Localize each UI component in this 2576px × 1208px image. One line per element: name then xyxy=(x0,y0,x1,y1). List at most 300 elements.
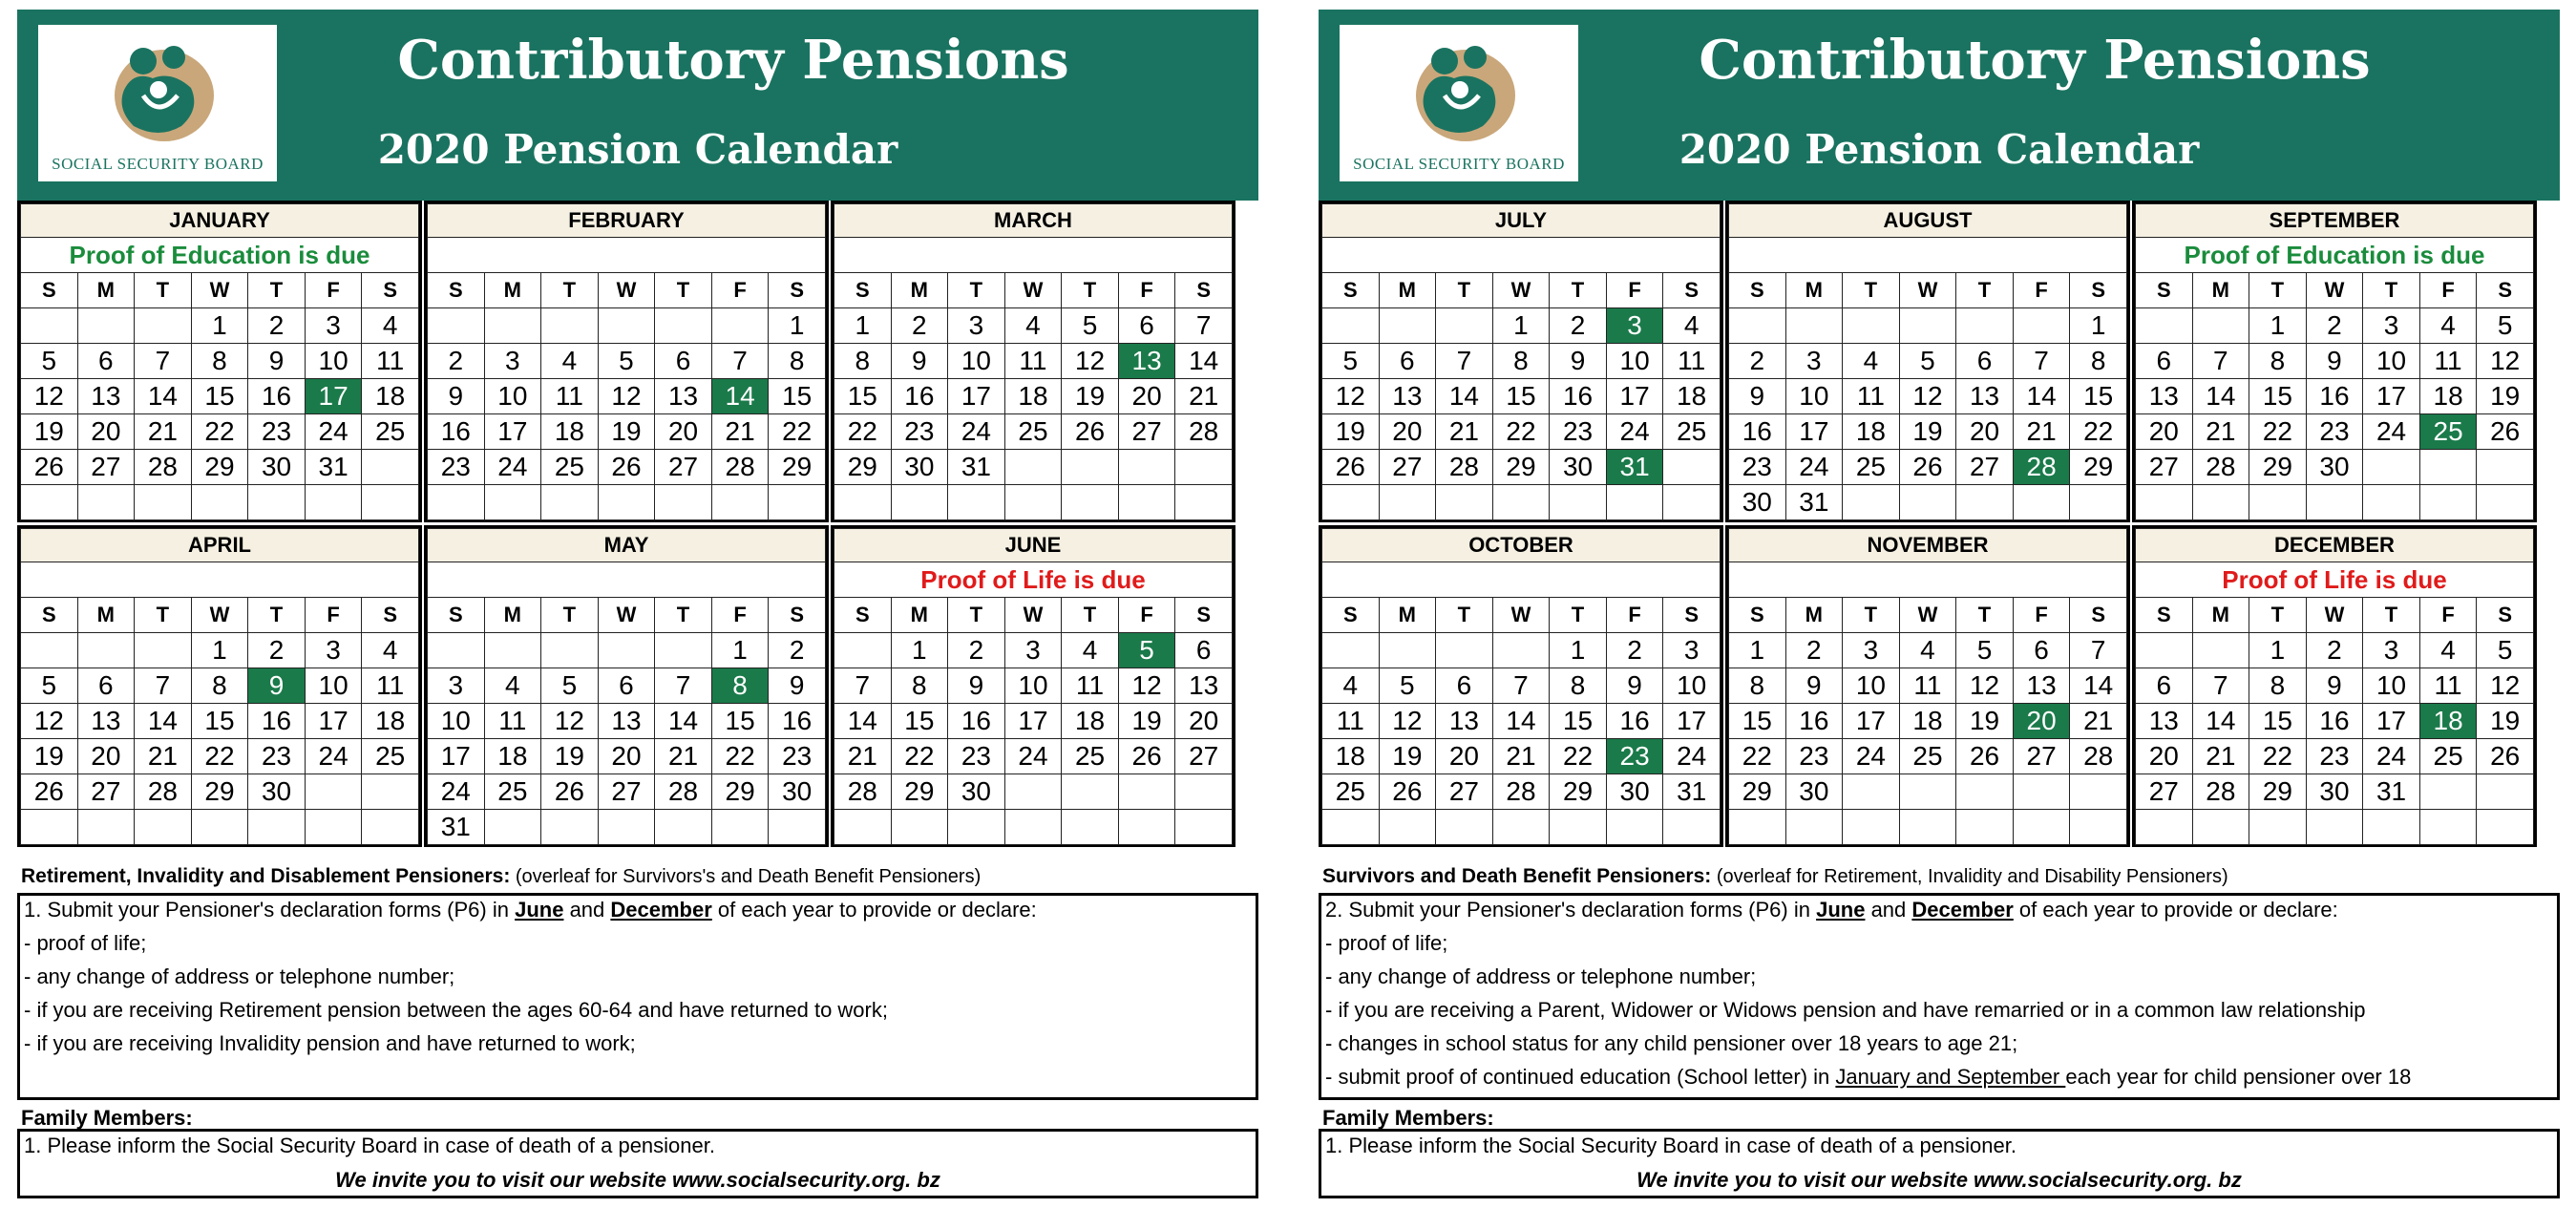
calendar-day: 13 xyxy=(598,704,655,739)
calendar-day: 16 xyxy=(2306,704,2363,739)
instruction-line: - if you are receiving Retirement pension between the ages 60-64 and have returned to work; xyxy=(24,998,888,1022)
calendar-day: 15 xyxy=(1550,704,1607,739)
weekday-header: T xyxy=(655,598,712,633)
month-name: MAY xyxy=(428,529,826,562)
empty-day xyxy=(1062,450,1119,485)
weekday-header: S xyxy=(2070,273,2127,308)
calendar-day: 25 xyxy=(484,774,541,810)
calendar-day: 25 xyxy=(1322,774,1380,810)
empty-day xyxy=(1118,774,1175,810)
calendar-day: 11 xyxy=(2419,668,2477,704)
calendar-day: 27 xyxy=(2013,739,2070,774)
empty-day xyxy=(1663,450,1721,485)
page-title: Contributory Pensions xyxy=(1699,29,2371,92)
calendar-day: 11 xyxy=(1843,379,1900,414)
calendar-day: 26 xyxy=(1322,450,1380,485)
page-subtitle: 2020 Pension Calendar xyxy=(1679,126,2200,173)
weekday-header: W xyxy=(1492,273,1550,308)
calendar-day: 30 xyxy=(248,450,306,485)
payment-day: 25 xyxy=(2419,414,2477,450)
calendar-panel-jul-dec xyxy=(1319,10,2560,1198)
calendar-day: 3 xyxy=(1785,344,1843,379)
empty-day xyxy=(711,485,769,520)
empty-day xyxy=(1004,810,1062,845)
empty-day xyxy=(1956,774,2014,810)
empty-day xyxy=(1843,308,1900,344)
calendar-day: 13 xyxy=(77,704,135,739)
empty-day xyxy=(2419,485,2477,520)
calendar-day: 7 xyxy=(1436,344,1493,379)
calendar-day: 1 xyxy=(2249,308,2307,344)
payment-day: 18 xyxy=(2419,704,2477,739)
calendar-day: 16 xyxy=(1606,704,1663,739)
payment-day: 8 xyxy=(711,668,769,704)
calendar-day: 26 xyxy=(1118,739,1175,774)
calendar-day: 9 xyxy=(1729,379,1786,414)
calendar-day: 23 xyxy=(2306,414,2363,450)
calendar-day: 9 xyxy=(769,668,826,704)
calendar-day: 1 xyxy=(191,633,248,668)
calendar-day: 26 xyxy=(1956,739,2014,774)
empty-day xyxy=(1899,810,1956,845)
month-december xyxy=(2132,525,2537,847)
empty-day xyxy=(2249,485,2307,520)
website-line: We invite you to visit our website www.socialsecurity.org. bz xyxy=(1636,1168,2242,1192)
weekday-header: M xyxy=(891,273,948,308)
calendar-day: 3 xyxy=(305,633,362,668)
calendar-day: 14 xyxy=(1436,379,1493,414)
instruction-line: - proof of life; xyxy=(24,931,147,955)
empty-day xyxy=(362,810,419,845)
calendar-day: 1 xyxy=(1729,633,1786,668)
month-name: JANUARY xyxy=(21,204,419,238)
weekday-header: F xyxy=(305,598,362,633)
weekday-header: T xyxy=(1550,273,1607,308)
calendar-day: 1 xyxy=(2249,633,2307,668)
calendar-day: 20 xyxy=(77,414,135,450)
empty-day xyxy=(1550,485,1607,520)
empty-day xyxy=(135,633,192,668)
empty-day xyxy=(21,633,78,668)
empty-day xyxy=(1175,485,1233,520)
empty-day xyxy=(1843,485,1900,520)
weekday-header: M xyxy=(1785,598,1843,633)
weekday-header: S xyxy=(2477,598,2534,633)
calendar-day: 17 xyxy=(1843,704,1900,739)
empty-day xyxy=(362,485,419,520)
empty-day xyxy=(1956,810,2014,845)
empty-day xyxy=(21,485,78,520)
calendar-day: 4 xyxy=(362,633,419,668)
instruction-line: 1. Submit your Pensioner's declaration forms (P6) in June and December of each year to provide or declare: xyxy=(24,898,1037,922)
weekday-header: F xyxy=(711,598,769,633)
calendar-day: 16 xyxy=(891,379,948,414)
calendar-day: 19 xyxy=(2477,379,2534,414)
weekday-header: W xyxy=(1004,273,1062,308)
empty-day xyxy=(1436,485,1493,520)
empty-day xyxy=(21,308,78,344)
calendar-day: 28 xyxy=(135,774,192,810)
calendar-day: 27 xyxy=(1436,774,1493,810)
calendar-day: 21 xyxy=(2013,414,2070,450)
empty-day xyxy=(598,633,655,668)
heading-note: (overleaf for Survivors's and Death Benefit Pensioners) xyxy=(510,866,982,887)
weekday-header: F xyxy=(305,273,362,308)
calendar-day: 14 xyxy=(1175,344,1233,379)
calendar-day: 15 xyxy=(891,704,948,739)
empty-day xyxy=(2070,810,2127,845)
calendar-day: 28 xyxy=(655,774,712,810)
empty-day xyxy=(2477,810,2534,845)
empty-day xyxy=(1436,810,1493,845)
instruction-line: 2. Submit your Pensioner's declaration forms (P6) in June and December of each year to provide or declare: xyxy=(1325,898,2338,922)
calendar-day: 2 xyxy=(248,308,306,344)
empty-day xyxy=(2363,810,2420,845)
due-note: Proof of Life is due xyxy=(834,562,1233,598)
calendar-day: 29 xyxy=(891,774,948,810)
calendar-day: 6 xyxy=(2136,668,2193,704)
calendar-day: 19 xyxy=(2477,704,2534,739)
empty-day xyxy=(1899,485,1956,520)
empty-day xyxy=(2013,810,2070,845)
empty-day xyxy=(948,485,1005,520)
calendar-day: 14 xyxy=(135,704,192,739)
calendar-day: 5 xyxy=(21,344,78,379)
calendar-day: 5 xyxy=(21,668,78,704)
weekday-header: W xyxy=(1899,598,1956,633)
calendar-day: 23 xyxy=(428,450,485,485)
calendar-day: 21 xyxy=(135,739,192,774)
weekday-header: T xyxy=(948,598,1005,633)
calendar-day: 23 xyxy=(248,739,306,774)
calendar-day: 7 xyxy=(711,344,769,379)
due-note: Proof of Education is due xyxy=(2136,238,2534,273)
calendar-day: 11 xyxy=(1663,344,1721,379)
weekday-header: S xyxy=(2136,273,2193,308)
calendar-day: 6 xyxy=(598,668,655,704)
calendar-day: 1 xyxy=(191,308,248,344)
calendar-day: 23 xyxy=(1785,739,1843,774)
empty-day xyxy=(1436,308,1493,344)
calendar-day: 12 xyxy=(2477,344,2534,379)
empty-day xyxy=(2192,633,2249,668)
empty-day xyxy=(1550,810,1607,845)
empty-day xyxy=(305,810,362,845)
calendar-day: 15 xyxy=(834,379,892,414)
empty-day xyxy=(1436,633,1493,668)
weekday-header: W xyxy=(598,598,655,633)
weekday-header: W xyxy=(1899,273,1956,308)
month-name: NOVEMBER xyxy=(1729,529,2127,562)
calendar-day: 12 xyxy=(1379,704,1436,739)
calendar-day: 4 xyxy=(1004,308,1062,344)
calendar-day: 16 xyxy=(1729,414,1786,450)
calendar-day: 18 xyxy=(1004,379,1062,414)
calendar-day: 10 xyxy=(1606,344,1663,379)
empty-day xyxy=(362,774,419,810)
calendar-day: 6 xyxy=(1956,344,2014,379)
calendar-day: 4 xyxy=(484,668,541,704)
due-note xyxy=(1729,238,2127,273)
calendar-day: 12 xyxy=(598,379,655,414)
empty-day xyxy=(541,810,599,845)
calendar-day: 19 xyxy=(21,414,78,450)
empty-day xyxy=(1899,308,1956,344)
empty-day xyxy=(2477,774,2534,810)
calendar-day: 26 xyxy=(1899,450,1956,485)
calendar-day: 7 xyxy=(135,668,192,704)
calendar-day: 22 xyxy=(891,739,948,774)
pensioner-category-heading xyxy=(21,865,981,888)
empty-day xyxy=(1175,810,1233,845)
calendar-day: 17 xyxy=(1785,414,1843,450)
empty-day xyxy=(135,810,192,845)
empty-day xyxy=(484,810,541,845)
calendar-grid xyxy=(17,201,1258,857)
empty-day xyxy=(248,485,306,520)
due-note: Proof of Life is due xyxy=(2136,562,2534,598)
weekday-header: T xyxy=(135,598,192,633)
calendar-day: 24 xyxy=(2363,414,2420,450)
due-note xyxy=(428,238,826,273)
calendar-day: 13 xyxy=(2136,379,2193,414)
weekday-header: T xyxy=(1956,273,2014,308)
calendar-day: 15 xyxy=(1492,379,1550,414)
calendar-day: 19 xyxy=(541,739,599,774)
calendar-day: 25 xyxy=(2419,739,2477,774)
calendar-day: 30 xyxy=(2306,450,2363,485)
calendar-day: 31 xyxy=(1663,774,1721,810)
calendar-day: 22 xyxy=(2249,414,2307,450)
calendar-day: 8 xyxy=(834,344,892,379)
month-name: OCTOBER xyxy=(1322,529,1721,562)
empty-day xyxy=(1004,774,1062,810)
page-subtitle: 2020 Pension Calendar xyxy=(377,126,898,173)
weekday-header: F xyxy=(2013,598,2070,633)
calendar-day: 19 xyxy=(1062,379,1119,414)
calendar-day: 8 xyxy=(891,668,948,704)
calendar-day: 25 xyxy=(362,414,419,450)
due-note xyxy=(834,238,1233,273)
weekday-header: S xyxy=(769,598,826,633)
calendar-day: 25 xyxy=(1899,739,1956,774)
family-members-label: Family Members: xyxy=(1322,1106,1494,1130)
calendar-day: 28 xyxy=(1175,414,1233,450)
empty-day xyxy=(2192,308,2249,344)
empty-day xyxy=(769,810,826,845)
weekday-header: F xyxy=(2419,598,2477,633)
calendar-day: 21 xyxy=(2192,739,2249,774)
calendar-day: 17 xyxy=(2363,704,2420,739)
calendar-day: 18 xyxy=(1663,379,1721,414)
family-instruction: 1. Please inform the Social Security Board in case of death of a pensioner. xyxy=(1325,1134,2016,1157)
calendar-day: 8 xyxy=(2249,344,2307,379)
calendar-day: 30 xyxy=(1606,774,1663,810)
empty-day xyxy=(1379,308,1436,344)
calendar-day: 8 xyxy=(1729,668,1786,704)
empty-day xyxy=(2192,485,2249,520)
weekday-header: S xyxy=(21,273,78,308)
calendar-day: 23 xyxy=(891,414,948,450)
calendar-day: 31 xyxy=(305,450,362,485)
calendar-day: 10 xyxy=(2363,344,2420,379)
calendar-day: 22 xyxy=(191,739,248,774)
calendar-day: 31 xyxy=(2363,774,2420,810)
payment-day: 28 xyxy=(2013,450,2070,485)
calendar-day: 16 xyxy=(1785,704,1843,739)
weekday-header: T xyxy=(1436,273,1493,308)
calendar-day: 2 xyxy=(1550,308,1607,344)
weekday-header: S xyxy=(2477,273,2534,308)
empty-day xyxy=(362,450,419,485)
weekday-header: F xyxy=(1118,598,1175,633)
empty-day xyxy=(2192,810,2249,845)
logo xyxy=(1340,25,1578,181)
family-members-box xyxy=(17,1129,1258,1198)
calendar-day: 29 xyxy=(2249,774,2307,810)
calendar-day: 5 xyxy=(1899,344,1956,379)
calendar-day: 22 xyxy=(191,414,248,450)
empty-day xyxy=(1062,774,1119,810)
calendar-day: 13 xyxy=(1175,668,1233,704)
calendar-day: 14 xyxy=(834,704,892,739)
calendar-day: 9 xyxy=(1550,344,1607,379)
empty-day xyxy=(711,308,769,344)
calendar-day: 13 xyxy=(2013,668,2070,704)
calendar-day: 5 xyxy=(598,344,655,379)
calendar-day: 3 xyxy=(2363,633,2420,668)
calendar-day: 21 xyxy=(1492,739,1550,774)
calendar-day: 12 xyxy=(1322,379,1380,414)
weekday-header: M xyxy=(891,598,948,633)
calendar-day: 30 xyxy=(1785,774,1843,810)
empty-day xyxy=(541,633,599,668)
weekday-header: S xyxy=(428,273,485,308)
empty-day xyxy=(77,308,135,344)
calendar-day: 3 xyxy=(948,308,1005,344)
month-september xyxy=(2132,201,2537,522)
empty-day xyxy=(1379,633,1436,668)
calendar-day: 19 xyxy=(1956,704,2014,739)
calendar-day: 13 xyxy=(655,379,712,414)
empty-day xyxy=(1175,450,1233,485)
empty-day xyxy=(655,633,712,668)
calendar-day: 3 xyxy=(1004,633,1062,668)
calendar-day: 7 xyxy=(834,668,892,704)
calendar-day: 3 xyxy=(484,344,541,379)
weekday-header: M xyxy=(484,273,541,308)
calendar-day: 31 xyxy=(1785,485,1843,520)
calendar-day: 30 xyxy=(2306,774,2363,810)
calendar-day: 26 xyxy=(598,450,655,485)
calendar-day: 11 xyxy=(541,379,599,414)
calendar-day: 3 xyxy=(2363,308,2420,344)
calendar-day: 8 xyxy=(2070,344,2127,379)
weekday-header: T xyxy=(2249,273,2307,308)
heading-note: (overleaf for Retirement, Invalidity and Disability Pensioners) xyxy=(1711,866,2228,887)
weekday-header: S xyxy=(362,598,419,633)
payment-day: 20 xyxy=(2013,704,2070,739)
weekday-header: T xyxy=(135,273,192,308)
month-november xyxy=(1725,525,2130,847)
empty-day xyxy=(2013,485,2070,520)
calendar-day: 18 xyxy=(362,379,419,414)
empty-day xyxy=(1785,810,1843,845)
calendar-day: 17 xyxy=(1663,704,1721,739)
calendar-day: 30 xyxy=(769,774,826,810)
empty-day xyxy=(834,633,892,668)
calendar-day: 16 xyxy=(248,379,306,414)
calendar-day: 7 xyxy=(2192,344,2249,379)
calendar-day: 18 xyxy=(1322,739,1380,774)
calendar-day: 20 xyxy=(1379,414,1436,450)
calendar-day: 7 xyxy=(655,668,712,704)
empty-day xyxy=(655,308,712,344)
calendar-day: 21 xyxy=(655,739,712,774)
calendar-day: 10 xyxy=(1004,668,1062,704)
calendar-day: 16 xyxy=(769,704,826,739)
calendar-day: 15 xyxy=(191,704,248,739)
empty-day xyxy=(2136,810,2193,845)
weekday-header: S xyxy=(1663,598,1721,633)
month-june xyxy=(831,525,1235,847)
calendar-day: 11 xyxy=(2419,344,2477,379)
calendar-day: 22 xyxy=(769,414,826,450)
calendar-day: 24 xyxy=(1843,739,1900,774)
empty-day xyxy=(598,810,655,845)
due-note xyxy=(1322,238,1721,273)
calendar-day: 21 xyxy=(834,739,892,774)
weekday-header: W xyxy=(2306,598,2363,633)
empty-day xyxy=(2477,450,2534,485)
calendar-day: 2 xyxy=(248,633,306,668)
calendar-day: 12 xyxy=(1956,668,2014,704)
empty-day xyxy=(248,810,306,845)
empty-day xyxy=(1062,485,1119,520)
calendar-day: 27 xyxy=(655,450,712,485)
empty-day xyxy=(541,485,599,520)
calendar-day: 5 xyxy=(2477,633,2534,668)
empty-day xyxy=(2136,308,2193,344)
calendar-day: 20 xyxy=(1118,379,1175,414)
empty-day xyxy=(1606,810,1663,845)
empty-day xyxy=(305,485,362,520)
calendar-day: 29 xyxy=(2070,450,2127,485)
logo-text: SOCIAL SECURITY BOARD xyxy=(1353,155,1565,173)
month-name: FEBRUARY xyxy=(428,204,826,238)
calendar-day: 7 xyxy=(1175,308,1233,344)
empty-day xyxy=(2249,810,2307,845)
calendar-day: 18 xyxy=(1843,414,1900,450)
calendar-day: 11 xyxy=(1322,704,1380,739)
calendar-day: 25 xyxy=(1062,739,1119,774)
empty-day xyxy=(428,485,485,520)
instruction-line: - any change of address or telephone number; xyxy=(24,964,455,988)
calendar-day: 8 xyxy=(191,668,248,704)
calendar-day: 19 xyxy=(1379,739,1436,774)
weekday-header: T xyxy=(1436,598,1493,633)
month-july xyxy=(1319,201,1723,522)
calendar-day: 26 xyxy=(541,774,599,810)
empty-day xyxy=(1322,485,1380,520)
calendar-day: 6 xyxy=(1436,668,1493,704)
empty-day xyxy=(2070,485,2127,520)
calendar-day: 12 xyxy=(1062,344,1119,379)
empty-day xyxy=(834,810,892,845)
month-march xyxy=(831,201,1235,522)
calendar-day: 9 xyxy=(1606,668,1663,704)
calendar-day: 27 xyxy=(1956,450,2014,485)
